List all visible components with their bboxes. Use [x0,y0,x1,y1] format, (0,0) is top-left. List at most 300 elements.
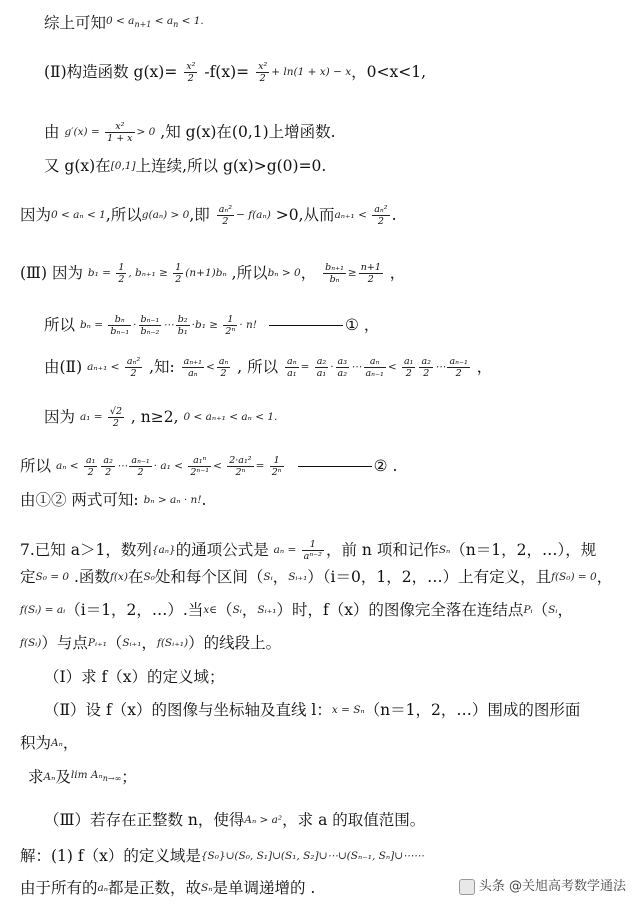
text-run: , 所以 [232,358,284,376]
formula-text: g′(x) = [64,126,104,138]
formula [206,361,215,373]
text-run: ， [384,264,406,282]
fraction-denominator: 2 [377,215,384,227]
fraction [364,356,386,379]
fraction-denominator: 2 [130,367,137,379]
formula [239,319,257,331]
fraction-numerator: b₂ [177,313,188,325]
fraction [419,356,432,379]
fraction-numerator: a₃ [337,355,348,367]
fraction-denominator: 2 [187,72,194,84]
fraction [217,204,234,227]
formula-text: < [213,460,226,472]
fraction-denominator: 2 [105,466,112,478]
fraction-denominator: 2ⁿ [271,466,282,478]
text-run: (Ⅲ) 因为 [20,264,88,282]
text-run: .函数 [69,568,110,586]
formula-text: aₙ = [273,544,300,556]
formula [122,637,141,649]
text-run: >0,从而 [270,206,335,224]
fraction-denominator: aₙ₋₁ [365,367,384,379]
formula-text: aₙ₊₁ < [87,361,123,373]
fraction-numerator: x² [258,60,268,72]
text-run: （Ⅲ）若存在正整数 n，使得 [44,811,245,829]
formula [128,267,171,279]
formula [348,267,357,279]
formula [551,571,597,583]
text-run: ① [344,316,359,334]
formula [106,15,204,30]
formula-text: Sᵢ₊₁ [288,571,308,583]
text-run: 又 g(x)在 [44,157,111,175]
formula [144,494,202,506]
fraction-denominator: b₁ [177,325,188,337]
text-run: ,所以 [105,206,142,224]
fraction-denominator: 2 [137,466,144,478]
fraction [315,356,328,379]
text-line [0,561,640,591]
formula-text: b₁ = [87,267,115,279]
formula [351,361,362,373]
formula-text: < a [151,15,174,27]
text-run: ，0<x<1, [351,63,427,81]
fraction [402,356,415,379]
toutiao-logo-icon [459,879,475,895]
watermark [459,875,626,897]
text-run: （Ⅱ）设 f（x）的图像与坐标轴及直线 l： [44,701,332,719]
fraction-numerator: n+1 [360,261,381,273]
formula-text: ⋯ [434,361,446,373]
text-run: 解：(1) f（x）的定义域是 [20,847,201,865]
text-line [0,484,640,514]
formula [288,571,307,583]
fraction-numerator: 1 [175,261,182,273]
fraction-numerator: x² [186,60,196,72]
formula-text: f(Sᵢ₊₁) [156,637,189,649]
fraction [336,356,349,379]
fraction-numerator: aₙ₊₁ [183,355,202,367]
text-run: 所以 [20,457,56,475]
text-run: （ [217,601,233,619]
formula [51,737,63,749]
text-run: ,知 g(x)在(0,1)上增函数. [155,123,336,141]
formula [332,704,365,716]
fraction [108,314,131,337]
text-run: 求 [28,768,44,787]
text-line [0,112,640,150]
fraction-denominator: 2ⁿ [225,325,236,337]
fraction-denominator: bₙ [329,273,340,285]
fraction-numerator: 2·a₁² [229,454,252,466]
formula [330,361,333,373]
fraction-denominator: bₙ₋₂ [140,325,160,337]
text-run: ，前 n 项和记作 [326,541,439,559]
formula-text: Sₙ [438,544,451,556]
text-run: ,知: [144,358,180,376]
formula-text: · [133,319,137,331]
text-line [0,446,640,484]
fraction [129,455,151,478]
formula-text: 0 < a [106,15,135,27]
fraction-denominator: 2ⁿ⁻¹ [190,466,210,478]
formula [233,604,242,616]
fraction-denominator: aₙ [188,367,198,379]
fraction-numerator: √2 [109,405,122,417]
formula-text: aₙ [97,882,109,894]
formula-text: ·b₁ ≥ [191,319,222,331]
formula [301,361,313,373]
formula-text: ⋯ [116,460,128,472]
formula [111,160,136,172]
text-run: ）的线段上。 [188,634,282,652]
text-run: （i＝1，2，…）.当 [65,601,204,619]
formula-subscript: n→∞ [102,774,122,784]
fraction-numerator: a₂ [421,355,431,367]
text-run: ）与点 [41,634,88,652]
fraction [125,356,142,379]
fraction-numerator: bₙ₋₁ [140,313,160,325]
text-line [0,150,640,180]
fraction-denominator: a₁ [287,367,297,379]
formula-text: bₙ = [79,319,107,331]
fraction-denominator: 2 [367,273,374,285]
fraction-numerator: 1 [223,314,237,326]
formula [56,460,82,472]
formula [143,571,154,583]
formula [236,209,271,221]
fraction-denominator: a₁ [316,367,327,379]
formula-text: = [300,361,313,373]
formula-text: aₙ₊₁ < [334,209,371,221]
text-line [0,661,640,691]
text-run: （n＝1，2，…），规 [450,541,597,559]
formula-text: Sₙ [201,882,213,894]
text-line [0,195,640,233]
formula [201,850,424,862]
formula-text: Sᵢ₊₁ [122,637,142,649]
text-run: 积为 [20,734,52,752]
text-run: ,即 [189,206,215,224]
formula-text: Sᵢ₊₁ [257,604,277,616]
formula-text: Aₙ [43,771,56,784]
fraction-numerator: bₙ [108,314,131,326]
formula-text: = [255,460,268,472]
formula [117,460,128,472]
text-run: 7.已知 a＞1，数列 [20,541,152,559]
formula [185,267,226,279]
fraction [227,455,253,478]
equation-tag-line [298,466,372,467]
fraction-numerator: aₙ [364,356,386,368]
text-run: . [391,206,397,224]
formula [70,769,122,784]
fraction-denominator: 2 [175,273,182,285]
text-run: ，求 a 的取值范围。 [282,811,426,829]
text-run: （ [532,601,549,619]
text-run: -f(x)= [199,63,255,81]
fraction-numerator: a₂ [103,454,113,466]
formula-text: Aₙ > a² [244,814,283,826]
formula [98,882,109,894]
text-run: ）（i＝0，1，2，…）上有定义，且 [307,568,552,586]
fraction-denominator: a₂ [337,367,348,379]
formula-text: · a₁ < [153,460,187,472]
formula-text: f(S₀) = 0 [551,571,597,583]
fraction-denominator: 2 [222,215,229,227]
text-run: 由 [44,123,65,141]
text-run: ）时，f（x）的图像完全落在连结点 [276,601,524,619]
text-line [0,594,640,624]
text-run: ； [121,768,137,787]
formula [192,319,222,331]
formula-text: aₙ < [55,460,82,472]
formula [435,361,446,373]
formula [201,882,212,894]
formula-text: x = Sₙ [331,704,365,716]
text-line [0,305,640,343]
formula [142,209,190,221]
fraction-numerator: aₙ₋₁ [131,454,150,466]
text-line [0,347,640,385]
formula [137,126,156,138]
text-run: 综上可知 [44,14,107,33]
formula-text: 0 < aₙ < 1 [51,209,106,221]
fraction-denominator: 1 + x [107,132,133,144]
fraction-denominator: 2 [112,417,119,429]
text-run: ， [141,634,157,652]
fraction-numerator: aₙ [218,355,229,367]
formula-text: f(Sᵢ) = aᵢ [20,604,66,616]
equation-tag-line [269,325,343,326]
text-line [0,253,640,291]
text-line [0,52,640,90]
formula [87,361,123,373]
formula-text: {aₙ} [151,544,176,556]
fraction-denominator: 2 [118,273,125,285]
formula-text: < 1. [178,15,204,27]
fraction [176,314,190,337]
text-run: 所以 [44,316,80,334]
fraction-numerator: 1 [118,261,125,273]
formula-text: Aₙ [51,737,63,749]
formula-text: ⋯ [351,361,362,373]
formula [388,361,400,373]
text-line [0,694,640,724]
formula-text: f(x) [109,571,128,583]
formula [152,544,176,556]
fraction [323,262,346,285]
text-run: 的通项公式是 [175,541,274,559]
formula [274,544,300,556]
formula-text: Pᵢ₊₁ [87,637,107,649]
formula [20,604,65,616]
formula [51,209,106,221]
fraction [359,262,383,285]
fraction [173,262,183,285]
fraction-numerator: aₙ [287,355,297,367]
formula-subscript: n [173,20,179,30]
fraction-numerator: aₙ² [126,355,141,367]
text-run: 定 [20,568,36,586]
formula [154,460,187,472]
fraction [217,356,231,379]
formula-text: Sᵢ [263,571,273,583]
formula-subscript: n+1 [134,20,152,30]
formula-text: bₙ > aₙ · n! [143,494,202,506]
fraction-denominator: aⁿ⁻² [303,550,322,562]
formula [20,637,41,649]
text-run: 由①② 两式可知: [20,491,144,509]
text-run: ， [471,358,493,376]
fraction-denominator: 2ⁿ [235,466,246,478]
text-run: 由于所有的 [20,879,98,897]
text-line [0,627,640,657]
formula-text: < [387,361,400,373]
fraction [285,356,299,379]
formula-text: bₙ > 0 [267,267,301,279]
formula-text: Sᵢ [232,604,242,616]
text-run: 在 [127,568,144,586]
formula-text: · [330,361,334,373]
text-line [0,6,640,36]
formula-text: [0,1] [110,160,136,172]
text-line [0,760,640,790]
formula [271,66,351,78]
text-run: ， [557,601,573,619]
text-run: ② [373,457,388,475]
formula [268,267,301,279]
text-run: 由(Ⅱ) [44,358,88,376]
formula [439,544,450,556]
text-run: 因为 [44,408,80,426]
fraction [84,455,97,478]
fraction [223,314,237,337]
formula-text: a₁ = [79,411,106,423]
fraction [101,455,114,478]
text-run: ， [241,601,258,619]
text-run: 是单调递增的 . [212,879,316,897]
fraction [302,539,324,562]
text-run: . [387,457,398,475]
fraction [256,61,269,84]
text-run: ,所以 [226,264,268,282]
text-run: , n≥2, [126,408,184,426]
watermark-text: 头条 @关旭高考数学通法 [478,879,626,894]
fraction-numerator: a₂ [316,355,327,367]
fraction-numerator: bₙ₊₁ [325,261,344,273]
fraction [139,314,162,337]
formula [80,411,106,423]
formula [44,771,56,783]
formula-text: {S₀}∪(S₀, S₁]∪(S₁, S₂]∪⋯∪(Sₙ₋₁, Sₙ]∪⋯⋯ [200,850,424,862]
formula-text: (n+1)bₙ [185,267,227,279]
formula [163,319,174,331]
formula-text: f(Sᵢ) [20,637,42,649]
formula-text: g(aₙ) > 0 [141,209,190,221]
formula-text: ≥ [347,267,357,279]
formula [213,460,225,472]
formula [133,319,136,331]
formula [110,571,128,583]
text-run: （ [106,634,123,652]
formula [257,604,276,616]
formula [88,267,114,279]
fraction-denominator: 2 [220,367,227,379]
fraction-numerator: aₙ² [374,203,388,215]
formula-text: x∈ [203,604,218,616]
formula [523,604,532,616]
fraction-numerator: 1 [270,455,284,467]
text-run: 上连续,所以 g(x)>g(0)=0. [135,157,327,175]
fraction [105,121,134,144]
formula-text: Pᵢ [523,604,533,616]
fraction [372,204,389,227]
formula [263,571,272,583]
fraction [116,262,126,285]
formula [244,814,282,826]
formula [36,571,70,583]
text-run: 及 [55,768,71,787]
fraction-denominator: 2 [455,367,462,379]
formula-text: + ln(1 + x) − x [271,66,352,78]
formula-text: − f(aₙ) [236,209,271,221]
text-run: ， [62,734,79,752]
formula-text: > 0 [136,126,156,138]
text-line [0,840,640,870]
formula-text: · n! [239,319,257,331]
text-run: 因为 [20,206,52,224]
formula [203,604,217,616]
fraction-denominator: 2 [405,367,412,379]
text-run: (Ⅱ)构造函数 g(x)= [44,63,183,81]
formula [64,126,103,138]
text-run: 处和每个区间（ [154,568,264,586]
fraction [184,61,197,84]
text-line [0,397,640,435]
formula [183,411,277,423]
text-line [0,727,640,757]
fraction-numerator: a₁ [85,454,96,466]
fraction-numerator: aₙ₋₁ [449,355,468,367]
text-line [0,804,640,834]
formula [88,637,107,649]
fraction-numerator: a₁ⁿ [188,455,211,467]
text-run: （n＝1，2，…）围成的图形面 [364,701,581,719]
formula-text: lim Aₙ [70,769,103,781]
text-run: . [201,491,207,509]
fraction-numerator: x² [105,121,134,133]
formula-text: , bₙ₊₁ ≥ [128,267,172,279]
text-run: （Ⅰ）求 f（x）的定义域； [44,668,225,686]
fraction-numerator: a₁ [404,355,414,367]
text-run: ， [300,264,322,282]
formula [335,209,371,221]
formula-text: S₀ = 0 [35,571,70,583]
fraction-denominator: bₙ₋₁ [110,325,130,337]
formula-text: < [206,361,215,373]
fraction [270,455,284,478]
fraction [447,356,469,379]
fraction-numerator: aₙ² [218,203,233,215]
formula [157,637,188,649]
formula-text: Sᵢ [548,604,558,616]
formula-text: S₀ [143,571,155,583]
text-run: 都是正数，故 [108,879,202,897]
fraction-numerator: 1 [302,539,324,551]
fraction-denominator: 2 [259,72,266,84]
formula-text: ⋯ [163,319,174,331]
fraction [188,455,211,478]
